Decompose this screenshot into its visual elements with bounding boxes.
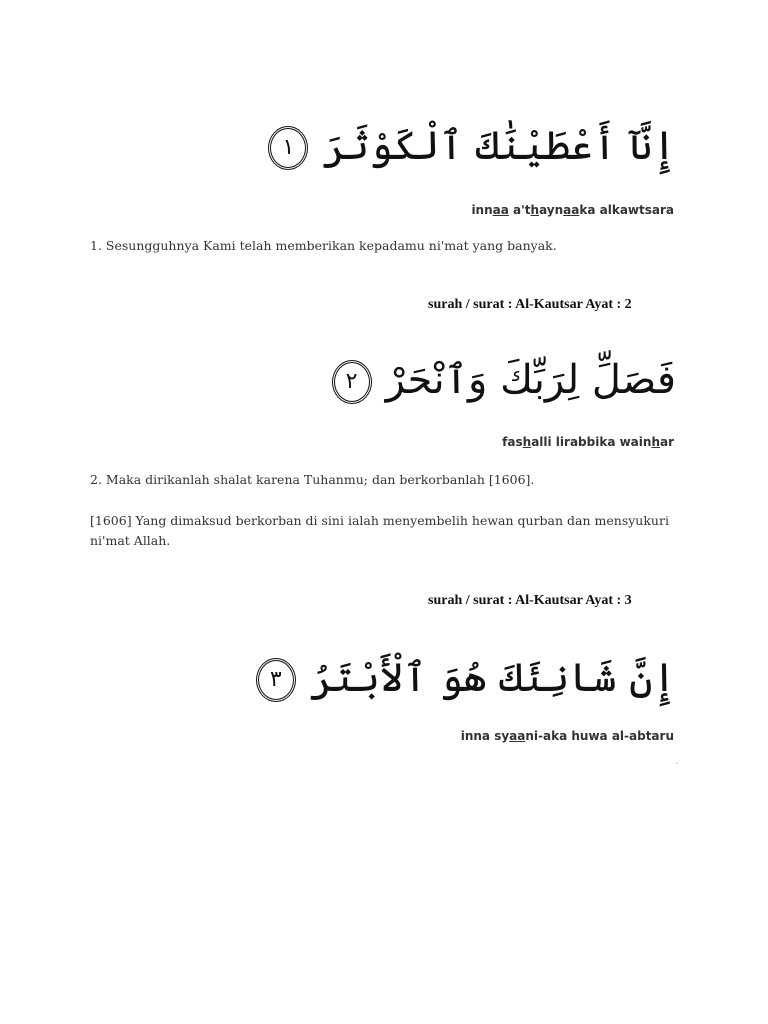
- translit-segment: h: [522, 435, 532, 449]
- verse-1-transliteration: [471, 203, 674, 217]
- verse-1-translation: 1. Sesungguhnya Kami telah memberikan kepadamu ni'mat yang banyak.: [90, 238, 557, 253]
- ayah-number-3-icon: ٣: [256, 658, 296, 702]
- translit-segment: aa: [492, 203, 509, 217]
- translit-segment: ka alkawtsara: [579, 203, 674, 217]
- verse-2-transliteration: [502, 435, 674, 449]
- translit-segment: aa: [563, 203, 580, 217]
- translit-segment: inn: [471, 203, 493, 217]
- verse-3-arabic-text: إِنَّ شَانِئَكَ هُوَ ٱلْأَبْتَرُ: [309, 655, 676, 701]
- translit-segment: h: [651, 435, 660, 449]
- translit-segment: a't: [508, 203, 531, 217]
- translit-segment: aa: [509, 729, 526, 743]
- ayah-number-1-icon: ١: [268, 126, 308, 170]
- translit-segment: ni-aka huwa al-abtaru: [525, 729, 674, 743]
- ayah-number-2-icon: ٢: [332, 360, 372, 404]
- translit-segment: fas: [502, 435, 523, 449]
- translit-segment: inna sy: [460, 729, 510, 743]
- verse-2-arabic-text: فَصَلِّ لِرَبِّكَ وَٱنْحَرْ: [385, 357, 676, 403]
- verse-3-arabic: [256, 656, 676, 700]
- stray-dot: [676, 762, 678, 764]
- verse-3-transliteration: [461, 729, 674, 743]
- verse-1-arabic: [268, 124, 676, 168]
- translit-segment: h: [530, 203, 540, 217]
- verse-2-translation: 2. Maka dirikanlah shalat karena Tuhanmu; dan berkorbanlah [1606].: [90, 472, 535, 487]
- verse-3-heading: surah / surat : Al-Kautsar Ayat : 3: [428, 593, 632, 608]
- translit-segment: alli lirabbika wain: [531, 435, 652, 449]
- verse-2-heading: surah / surat : Al-Kautsar Ayat : 2: [428, 297, 632, 312]
- translit-segment: ar: [659, 435, 674, 449]
- translit-segment: ayn: [539, 203, 564, 217]
- verse-2-footnote: [1606] Yang dimaksud berkorban di sini ialah menyembelih hewan qurban dan mensyukuri ni'mat Allah.: [90, 513, 669, 548]
- verse-2-arabic: [332, 358, 676, 402]
- verse-1-arabic-text: إِنَّآ أَعْطَيْنَٰكَ ٱلْكَوْثَرَ: [322, 123, 676, 169]
